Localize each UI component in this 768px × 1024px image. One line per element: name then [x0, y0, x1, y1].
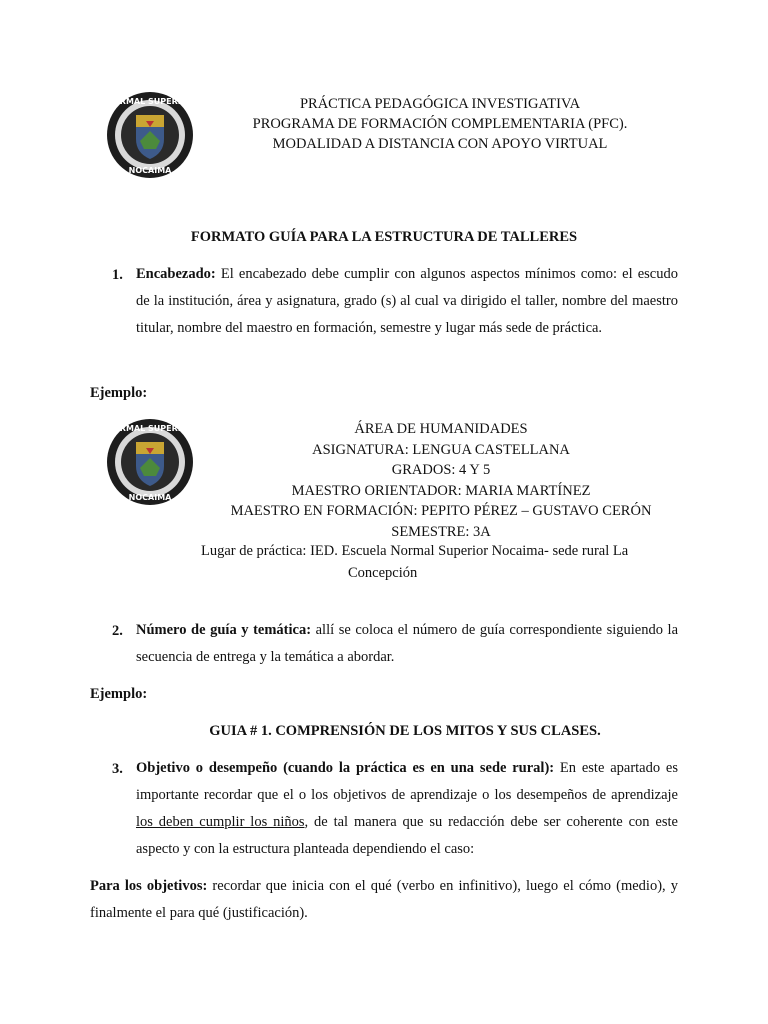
item-3-paragraph — [136, 755, 678, 863]
guide-title: GUIA # 1. COMPRENSIÓN DE LOS MITOS Y SUS CLASES. — [209, 723, 601, 739]
document-header — [200, 94, 680, 154]
item-3-underlined: los deben cumplir los niños — [136, 814, 305, 830]
header-line-1: PRÁCTICA PEDAGÓGICA INVESTIGATIVA — [299, 96, 581, 112]
item-2-text: allí se coloca el número de guía correspondiente siguiendo la secuencia de entrega y la temática a abordar. — [136, 622, 678, 665]
item-2-number: 2. — [112, 623, 123, 639]
header-line-3: MODALIDAD A DISTANCIA CON APOYO VIRTUAL — [272, 136, 608, 152]
logo-text-bottom: NOCAIMA — [128, 493, 172, 502]
item-3-label: Objetivo o desempeño (cuando la práctica es en una sede rural): — [136, 760, 555, 776]
item-3-text-a: En este apartado es importante recordar que el o los objetivos de aprendizaje o los desempeños de aprendizaje — [136, 760, 678, 803]
example-place-line-2: Concepción — [348, 565, 418, 581]
item-2-paragraph — [136, 617, 678, 671]
example-label-1: Ejemplo: — [90, 385, 148, 401]
example-subject: ASIGNATURA: LENGUA CASTELLANA — [312, 441, 570, 458]
item-3-number: 3. — [112, 761, 123, 777]
logo-text-top: NORMAL SUPERIOR — [106, 424, 194, 433]
example-label-2: Ejemplo: — [90, 686, 148, 702]
item-1-number: 1. — [112, 267, 123, 283]
school-crest-logo-example — [106, 418, 194, 506]
objectives-paragraph — [90, 873, 678, 927]
example-header-block — [196, 419, 686, 543]
school-crest-logo — [106, 91, 194, 179]
logo-text-bottom: NOCAIMA — [128, 166, 172, 175]
example-area: ÁREA DE HUMANIDADES — [354, 421, 528, 437]
example-trainee: MAESTRO EN FORMACIÓN: PEPITO PÉREZ – GUSTAVO CERÓN — [230, 503, 652, 520]
document-title: FORMATO GUÍA PARA LA ESTRUCTURA DE TALLERES — [190, 229, 578, 245]
example-place-line-1: Lugar de práctica: IED. Escuela Normal Superior Nocaima- sede rural La — [201, 543, 629, 559]
logo-text-top: NORMAL SUPERIOR — [106, 97, 194, 106]
example-grades: GRADOS: 4 Y 5 — [391, 462, 491, 479]
item-1-label: Encabezado: — [136, 266, 216, 282]
objectives-text: recordar que inicia con el qué (verbo en infinitivo), luego el cómo (medio), y finalmente el para qué (justificación). — [90, 878, 678, 921]
item-3-text-b: , de tal manera que su redacción debe ser coherente con este aspecto y con la estructura planteada dependiendo el caso: — [136, 814, 678, 857]
example-semester: SEMESTRE: 3A — [391, 523, 491, 540]
item-1-paragraph — [136, 261, 678, 342]
example-teacher: MAESTRO ORIENTADOR: MARIA MARTÍNEZ — [291, 482, 591, 499]
item-1-text: El encabezado debe cumplir con algunos aspectos mínimos como: el escudo de la institución, área y asignatura, grado (s) al cual va dirigido el taller, nombre del maestro titular, nombre del maestro en formación, semestre y lugar más sede de práctica. — [136, 266, 678, 336]
item-2-label: Número de guía y temática: — [136, 622, 312, 638]
header-line-2: PROGRAMA DE FORMACIÓN COMPLEMENTARIA (PFC). — [252, 116, 628, 132]
objectives-label: Para los objetivos: — [90, 878, 208, 894]
